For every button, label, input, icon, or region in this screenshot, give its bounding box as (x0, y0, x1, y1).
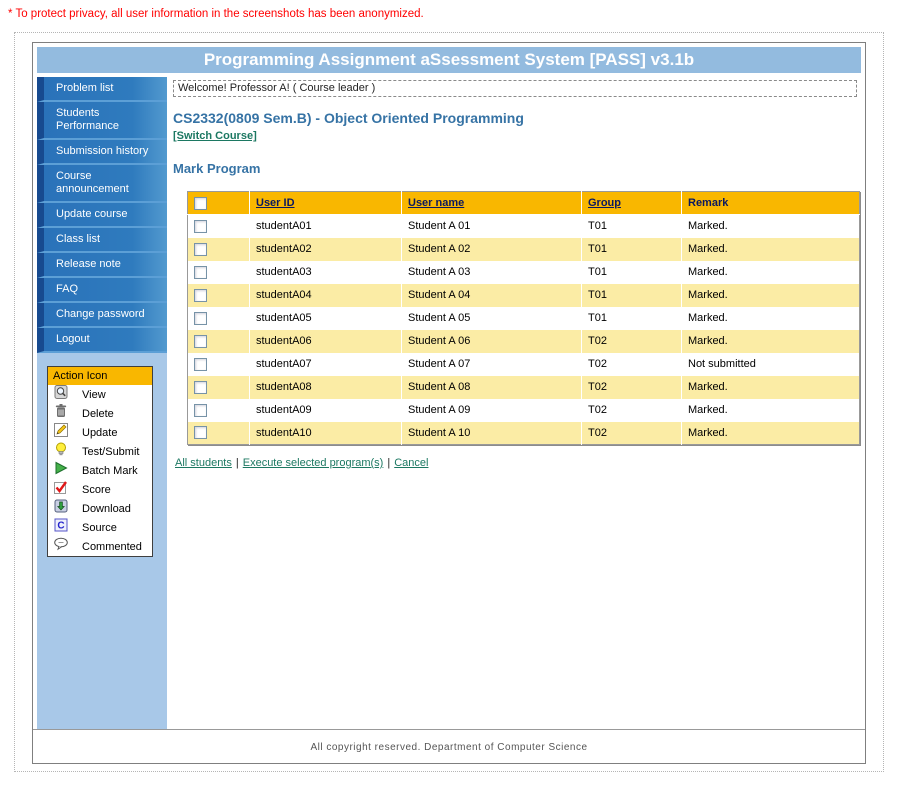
sidebar-item-label: Class list (56, 233, 101, 245)
source-icon (53, 517, 69, 538)
table-header-row (188, 192, 860, 215)
cell-remark: Marked. (688, 404, 728, 416)
cell-user-name: Student A 06 (402, 330, 582, 353)
row-checkbox[interactable] (194, 266, 207, 279)
cell-user-name: Student A 09 (402, 399, 582, 422)
legend-item-view (48, 385, 152, 404)
cell-group: T02 (582, 330, 682, 353)
table-row (188, 284, 860, 307)
update-icon (53, 422, 69, 443)
row-checkbox[interactable] (194, 426, 207, 439)
cell-user-id: studentA04 (250, 284, 402, 307)
legend-item-batch-mark (48, 461, 152, 480)
cancel-link[interactable]: Cancel (394, 457, 429, 469)
table-row (188, 261, 860, 284)
legend-label: View (82, 388, 106, 401)
select-all-header (188, 192, 250, 215)
sidebar-item-logout[interactable] (37, 328, 167, 353)
page-container (14, 32, 884, 772)
legend-label: Source (82, 521, 117, 534)
main-row (37, 77, 861, 729)
course-title: CS2332(0809 Sem.B) - Object Oriented Programming (173, 110, 524, 126)
cell-user-id: studentA05 (250, 307, 402, 330)
cell-group: T02 (582, 376, 682, 399)
row-checkbox[interactable] (194, 220, 207, 233)
sidebar (37, 77, 167, 729)
header-user-name[interactable]: User name (402, 192, 582, 215)
row-checkbox[interactable] (194, 381, 207, 394)
view-icon (53, 384, 69, 405)
table-row (188, 330, 860, 353)
sidebar-item-label: Logout (56, 333, 90, 345)
page-title: Mark Program (173, 161, 261, 176)
svg-text:C: C (57, 520, 65, 532)
cell-user-name: Student A 03 (402, 261, 582, 284)
sidebar-item-label: Course announcement (56, 170, 129, 195)
execute-selected-link[interactable]: Execute selected program(s) (242, 457, 384, 469)
cell-user-name: Student A 04 (402, 284, 582, 307)
cell-remark: Marked. (682, 284, 860, 307)
cell-user-name: Student A 05 (402, 307, 582, 330)
cell-user-id: studentA08 (250, 376, 402, 399)
cell-user-name: Student A 07 (402, 353, 582, 376)
legend-label: Score (82, 483, 111, 496)
sidebar-item-faq[interactable] (37, 278, 167, 303)
row-checkbox[interactable] (194, 312, 207, 325)
cell-group: T02 (582, 353, 682, 376)
cell-user-id: studentA06 (250, 330, 402, 353)
sidebar-item-update-course[interactable] (37, 203, 167, 228)
link-separator: | (235, 457, 239, 469)
table-row (188, 422, 860, 445)
cell-group: T01 (582, 215, 682, 238)
row-checkbox[interactable] (194, 243, 207, 256)
delete-icon (53, 403, 69, 424)
legend-title: Action Icon (48, 367, 152, 385)
batch-mark-icon (53, 460, 69, 481)
sidebar-item-label: Change password (56, 308, 145, 320)
cell-group: T01 (582, 261, 682, 284)
sidebar-item-label: Students Performance (56, 107, 119, 132)
table-row (188, 376, 860, 399)
test-submit-icon (53, 441, 69, 462)
select-all-checkbox[interactable] (194, 197, 207, 210)
table-row (188, 353, 860, 376)
sidebar-item-label: Release note (56, 258, 121, 270)
sidebar-item-label: FAQ (56, 283, 79, 295)
action-icon-legend (47, 366, 153, 557)
welcome-banner: Welcome! Professor A! ( Course leader ) (173, 80, 857, 97)
header-remark: Remark (682, 192, 860, 215)
cell-group: T01 (582, 307, 682, 330)
cell-user-id: studentA09 (250, 399, 402, 422)
cell-group: T01 (582, 238, 682, 261)
download-icon (53, 498, 69, 519)
cell-user-name: Student A 08 (402, 376, 582, 399)
sidebar-item-label: Update course (56, 208, 128, 220)
sidebar-item-label: Submission history (56, 145, 149, 157)
footer: All copyright reserved. Department of Computer Science (33, 729, 865, 759)
row-checkbox[interactable] (194, 289, 207, 302)
cell-remark: Marked. (682, 422, 860, 445)
privacy-notice: * To protect privacy, all user information in the screenshots has been anonymized. (8, 8, 424, 20)
switch-course-link[interactable]: [Switch Course] (173, 130, 257, 142)
score-icon (53, 479, 69, 500)
legend-label: Delete (82, 407, 114, 420)
cell-user-id: studentA07 (250, 353, 402, 376)
cell-user-name: Student A 02 (402, 238, 582, 261)
sidebar-item-problem-list[interactable] (37, 77, 167, 102)
legend-item-test-submit (48, 442, 152, 461)
legend-label: Download (82, 502, 131, 515)
cell-group: T02 (582, 399, 682, 422)
cell-group: T02 (582, 422, 682, 445)
all-students-link[interactable]: All students (175, 457, 232, 469)
students-table (187, 191, 860, 445)
legend-item-delete (48, 404, 152, 423)
cell-user-name: Student A 01 (402, 215, 582, 238)
cell-user-id: studentA02 (250, 238, 402, 261)
cell-remark: Marked. (688, 266, 728, 278)
legend-item-download (48, 499, 152, 518)
row-checkbox[interactable] (194, 404, 207, 417)
row-checkbox[interactable] (194, 335, 207, 348)
row-checkbox[interactable] (194, 358, 207, 371)
legend-label: Update (82, 426, 118, 439)
legend-item-update (48, 423, 152, 442)
legend-label: Batch Mark (82, 464, 138, 477)
cell-user-id: studentA03 (250, 261, 402, 284)
cell-user-name: Student A 10 (402, 422, 582, 445)
table-row (188, 215, 860, 238)
cell-remark: Marked. (682, 330, 860, 353)
cell-remark: Marked. (688, 312, 728, 324)
table-row (188, 399, 860, 422)
sidebar-item-students-performance[interactable] (37, 102, 167, 140)
cell-group: T01 (582, 284, 682, 307)
commented-icon (53, 536, 69, 557)
table-row (188, 238, 860, 261)
sidebar-item-submission-history[interactable] (37, 140, 167, 165)
table-row (188, 307, 860, 330)
header-group[interactable]: Group (582, 192, 682, 215)
cell-remark: Marked. (682, 238, 860, 261)
sidebar-item-release-note[interactable] (37, 253, 167, 278)
action-links (175, 457, 857, 469)
legend-item-score (48, 480, 152, 499)
sidebar-item-class-list[interactable] (37, 228, 167, 253)
legend-label: Commented (82, 540, 142, 553)
legend-label: Test/Submit (82, 445, 140, 458)
legend-item-commented (48, 537, 152, 556)
link-separator: | (387, 457, 391, 469)
cell-remark: Not submitted (688, 358, 756, 370)
header-user-id[interactable]: User ID (250, 192, 402, 215)
app-frame (32, 42, 866, 764)
legend-item-source (48, 518, 152, 537)
app-title: Programming Assignment aSsessment System [PASS] v3.1b (37, 47, 861, 73)
cell-remark: Marked. (682, 376, 860, 399)
content-area (167, 77, 861, 729)
sidebar-item-change-password[interactable] (37, 303, 167, 328)
cell-user-id: studentA10 (250, 422, 402, 445)
cell-remark: Marked. (688, 220, 728, 233)
cell-user-id: studentA01 (250, 215, 402, 238)
sidebar-item-course-announcement[interactable] (37, 165, 167, 203)
sidebar-item-label: Problem list (56, 82, 114, 94)
